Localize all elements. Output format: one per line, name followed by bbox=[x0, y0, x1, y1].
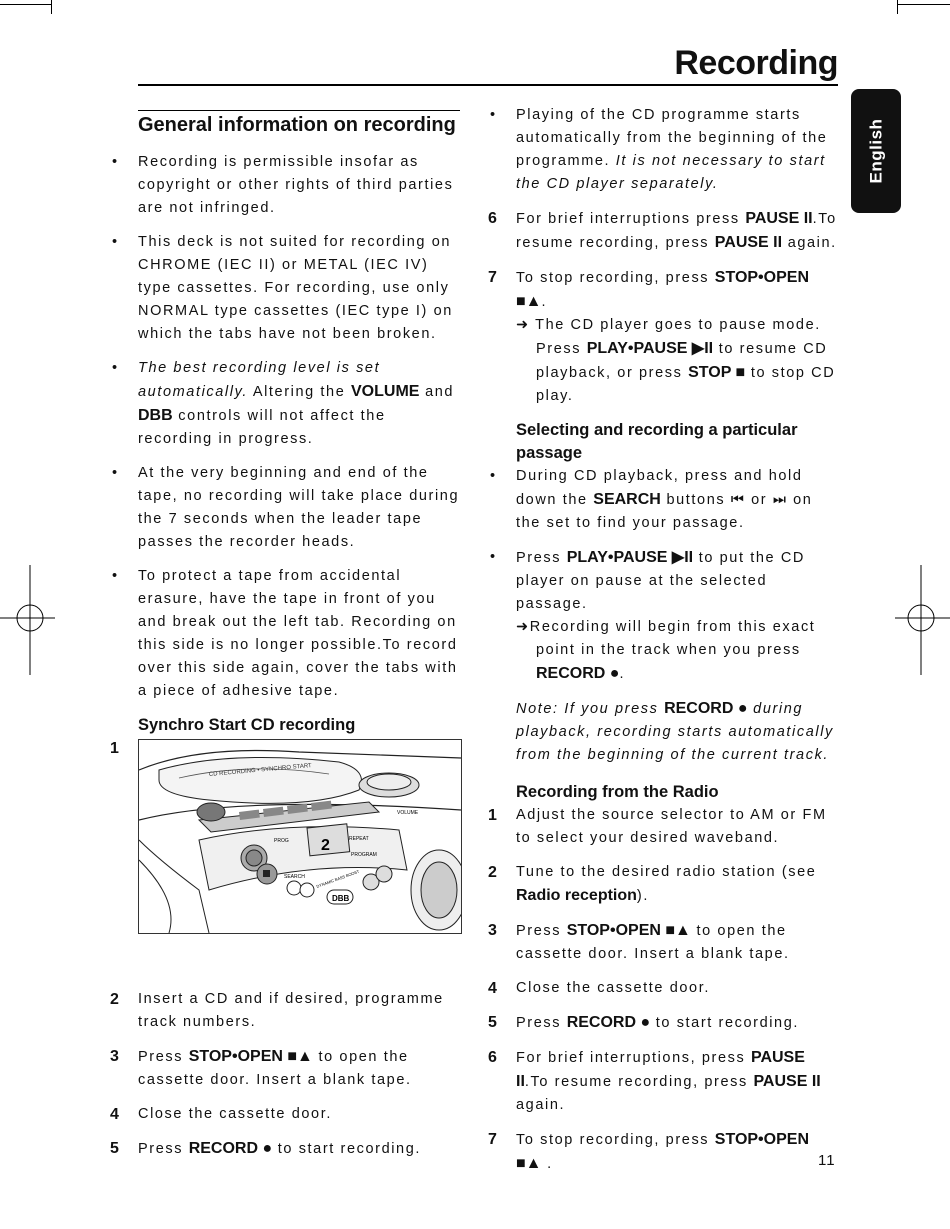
radio-steps bbox=[488, 804, 838, 1176]
bullet-marker: • bbox=[112, 154, 119, 170]
radio-step-4 bbox=[488, 977, 838, 1000]
text-run: For brief interruptions, press bbox=[516, 1050, 751, 1066]
step-number: 2 bbox=[488, 864, 497, 881]
passage-heading: Selecting and recording a particular passage bbox=[516, 421, 798, 462]
text-run: again. bbox=[516, 1097, 566, 1113]
bold-term: STOP•OPEN ■▲ bbox=[188, 1048, 313, 1065]
text-run: To protect a tape from accidental erasure, have the tape in front of you and break out the left tab. Recording on this side is no longer possible.To record over this side again, cover the tabs with a piece of adhesive tape. bbox=[138, 568, 458, 699]
bold-term: SEARCH bbox=[593, 491, 661, 508]
text-run: Press bbox=[516, 923, 567, 939]
bullet-italic: It is not necessary to start the CD player separately. bbox=[516, 153, 826, 192]
bold-term: RECORD ● bbox=[664, 700, 748, 717]
text-run: Press bbox=[138, 1049, 189, 1065]
arrow-icon: ➜ bbox=[516, 317, 530, 333]
passage-bullet bbox=[488, 465, 838, 535]
text-run: Press bbox=[138, 1141, 189, 1157]
figure-volume-label: VOLUME bbox=[397, 810, 419, 816]
result-text: The CD player goes to pause mode. bbox=[535, 317, 821, 333]
radio-step-3 bbox=[488, 919, 838, 966]
recording-note bbox=[488, 697, 838, 767]
page-title: Recording bbox=[674, 44, 838, 82]
bold-term: PAUSE II bbox=[753, 1073, 821, 1090]
language-tab bbox=[851, 89, 901, 213]
text-run: The best recording level is set automatically. bbox=[138, 360, 381, 400]
radio-step-7 bbox=[488, 1128, 838, 1176]
text-run: ). bbox=[636, 888, 649, 904]
title-rule bbox=[138, 84, 838, 86]
synchro-step-4 bbox=[110, 1103, 465, 1126]
bullet-marker: • bbox=[490, 107, 497, 123]
step-number: 1 bbox=[110, 740, 119, 757]
step-number: 2 bbox=[110, 991, 119, 1008]
text-run: To stop recording, press bbox=[516, 270, 715, 286]
text-run: For brief interruptions press bbox=[516, 211, 746, 227]
bold-term: STOP ■ bbox=[688, 364, 746, 381]
bold-term: STOP•OPEN ■▲ bbox=[516, 1131, 809, 1172]
step-number: 4 bbox=[488, 980, 497, 997]
programme-bullet bbox=[488, 104, 838, 196]
bullet-marker: • bbox=[112, 360, 119, 376]
text-run: Press bbox=[536, 341, 587, 357]
radio-heading: Recording from the Radio bbox=[516, 783, 719, 801]
synchro-steps bbox=[110, 988, 465, 1161]
text-run: to open the cassette door. Insert a blank tape. bbox=[138, 1049, 412, 1088]
boombox-illustration bbox=[138, 739, 462, 934]
bullet-item bbox=[110, 151, 465, 220]
text-run: to open the cassette door. Insert a blank tape. bbox=[516, 923, 790, 962]
radio-step-5 bbox=[488, 1011, 838, 1035]
bold-term: PAUSE II bbox=[745, 210, 813, 227]
bold-term: RECORD ● bbox=[536, 665, 620, 682]
bold-term: RECORD ● bbox=[566, 1014, 651, 1031]
bullet-item bbox=[110, 462, 465, 554]
text-run: . bbox=[619, 666, 626, 682]
text-run: .To resume recording, press bbox=[516, 211, 837, 251]
arrow-icon: ➜ bbox=[516, 619, 530, 635]
text-run: Altering the bbox=[247, 384, 351, 400]
radio-step-1 bbox=[488, 804, 838, 850]
text-run: Close the cassette door. bbox=[516, 980, 710, 996]
passage-list bbox=[488, 465, 838, 686]
text-run: to resume CD playback, or press bbox=[536, 341, 828, 381]
bold-term: VOLUME bbox=[351, 383, 420, 400]
radio-step-2 bbox=[488, 861, 838, 908]
bold-term: PAUSE II bbox=[714, 234, 783, 251]
bullet-marker: • bbox=[112, 234, 119, 250]
step-number: 6 bbox=[488, 210, 497, 227]
text-run: Note: If you press bbox=[516, 701, 665, 717]
crop-mark-tl-h bbox=[0, 4, 52, 5]
text-run: to stop CD play. bbox=[536, 365, 836, 404]
text-run: . bbox=[541, 294, 548, 310]
step-7-stop bbox=[488, 266, 838, 408]
figure-search-label: SEARCH bbox=[284, 874, 305, 880]
bold-term: STOP•OPEN ■▲ bbox=[566, 922, 691, 939]
text-run: At the very beginning and end of the tape, no recording will take place during the 7 seconds when the leader tape passes the recorder heads. bbox=[138, 465, 460, 550]
figure-dbb-label: DBB bbox=[332, 894, 350, 903]
text-run: Press bbox=[516, 1015, 567, 1031]
text-run: Insert a CD and if desired, programme track numbers. bbox=[138, 991, 444, 1030]
text-run: and bbox=[419, 384, 455, 400]
text-run: to start recording. bbox=[650, 1015, 800, 1031]
text-run: to put the CD player on pause at the selected passage. bbox=[516, 550, 805, 612]
bullet-text: Playing of the CD programme starts automatically from the beginning of the programme. bbox=[516, 107, 828, 169]
page-number: 11 bbox=[818, 1152, 836, 1169]
figure-repeat-label: REPEAT bbox=[349, 836, 369, 842]
step-6-pause bbox=[488, 207, 838, 255]
language-tab-label: English bbox=[866, 118, 885, 184]
left-column bbox=[110, 110, 465, 1172]
radio-step-6 bbox=[488, 1046, 838, 1117]
result-line bbox=[516, 616, 838, 686]
registration-mark-right bbox=[893, 565, 950, 675]
step-number: 1 bbox=[488, 807, 497, 824]
bold-term: PLAY•PAUSE ▶II bbox=[566, 549, 694, 566]
bold-term: PLAY•PAUSE ▶II bbox=[586, 340, 714, 357]
bold-term: PAUSE II bbox=[516, 1049, 805, 1090]
text-run: This deck is not suited for recording on CHROME (IEC II) or METAL (IEC IV) type cassettes. For recording, use only NORMAL type cassettes (IEC type I) on which the tabs have not been broken. bbox=[138, 234, 453, 342]
bullet-item bbox=[110, 565, 465, 703]
text-run: controls will not affect the recording in progress. bbox=[138, 408, 386, 447]
boombox-drawing bbox=[139, 740, 461, 933]
figure-dynamic-label: DYNAMIC BASS BOOST bbox=[315, 868, 360, 889]
general-info-heading: General information on recording bbox=[138, 114, 456, 136]
bullet-item bbox=[110, 357, 465, 451]
bold-term: DBB bbox=[138, 407, 173, 424]
synchro-step-5 bbox=[110, 1137, 465, 1161]
crop-mark-tr-h bbox=[897, 4, 950, 5]
crop-mark-tr-v bbox=[897, 0, 898, 14]
text-run: During CD playback, press and hold down the bbox=[516, 468, 803, 508]
bullet-item bbox=[110, 231, 465, 346]
text-run: during playback, recording starts automatically from the beginning of the current track. bbox=[516, 701, 834, 763]
right-column bbox=[488, 104, 838, 1187]
crop-mark-tl-v bbox=[51, 0, 52, 14]
step-number: 5 bbox=[488, 1014, 497, 1031]
general-info-list bbox=[110, 151, 465, 703]
step-number: 3 bbox=[488, 922, 497, 939]
step-number: 7 bbox=[488, 1131, 497, 1148]
text-run: To stop recording, press bbox=[516, 1132, 715, 1148]
registration-mark-left bbox=[0, 565, 60, 675]
passage-bullet bbox=[488, 546, 838, 686]
synchro-step-3 bbox=[110, 1045, 465, 1092]
figure-display-digit: 2 bbox=[321, 837, 330, 854]
bullet-marker: • bbox=[490, 468, 497, 484]
step-number: 4 bbox=[110, 1106, 119, 1123]
text-run: . bbox=[541, 1156, 553, 1172]
figure-prog-label: PROG bbox=[274, 838, 289, 844]
text-run: Adjust the source selector to AM or FM to select your desired waveband. bbox=[516, 807, 827, 846]
result-text: Recording will begin from this exact point in the track when you press bbox=[529, 619, 816, 658]
text-run: Press bbox=[516, 550, 567, 566]
figure-program-label: PROGRAM bbox=[351, 852, 377, 858]
bullet-marker: • bbox=[490, 549, 497, 565]
bold-term: Radio reception bbox=[516, 887, 637, 904]
step-number: 5 bbox=[110, 1140, 119, 1157]
synchro-heading: Synchro Start CD recording bbox=[138, 716, 356, 734]
result-continuation bbox=[516, 337, 838, 408]
bold-term: STOP•OPEN ■▲ bbox=[516, 269, 809, 310]
text-run: Recording is permissible insofar as copyright or other rights of third parties are not infringed. bbox=[138, 154, 454, 216]
bullet-marker: • bbox=[112, 568, 119, 584]
result-line bbox=[516, 314, 838, 337]
text-run: Close the cassette door. bbox=[138, 1106, 332, 1122]
text-run: Tune to the desired radio station (see bbox=[516, 864, 817, 880]
svg-text:CD RECORDING • SYNCHRO START: CD RECORDING • SYNCHRO START bbox=[208, 763, 313, 778]
bullet-marker: • bbox=[112, 465, 119, 481]
step-number: 6 bbox=[488, 1049, 497, 1066]
step-number: 7 bbox=[488, 269, 497, 286]
synchro-step-2 bbox=[110, 988, 465, 1034]
bold-term: RECORD ● bbox=[188, 1140, 273, 1157]
step-number: 3 bbox=[110, 1048, 119, 1065]
text-run: to start recording. bbox=[272, 1141, 422, 1157]
text-run: again. bbox=[782, 235, 837, 251]
text-run: buttons ⏮ or ⏭ on the set to find your passage. bbox=[516, 492, 813, 531]
text-run: .To resume recording, press bbox=[524, 1074, 754, 1090]
